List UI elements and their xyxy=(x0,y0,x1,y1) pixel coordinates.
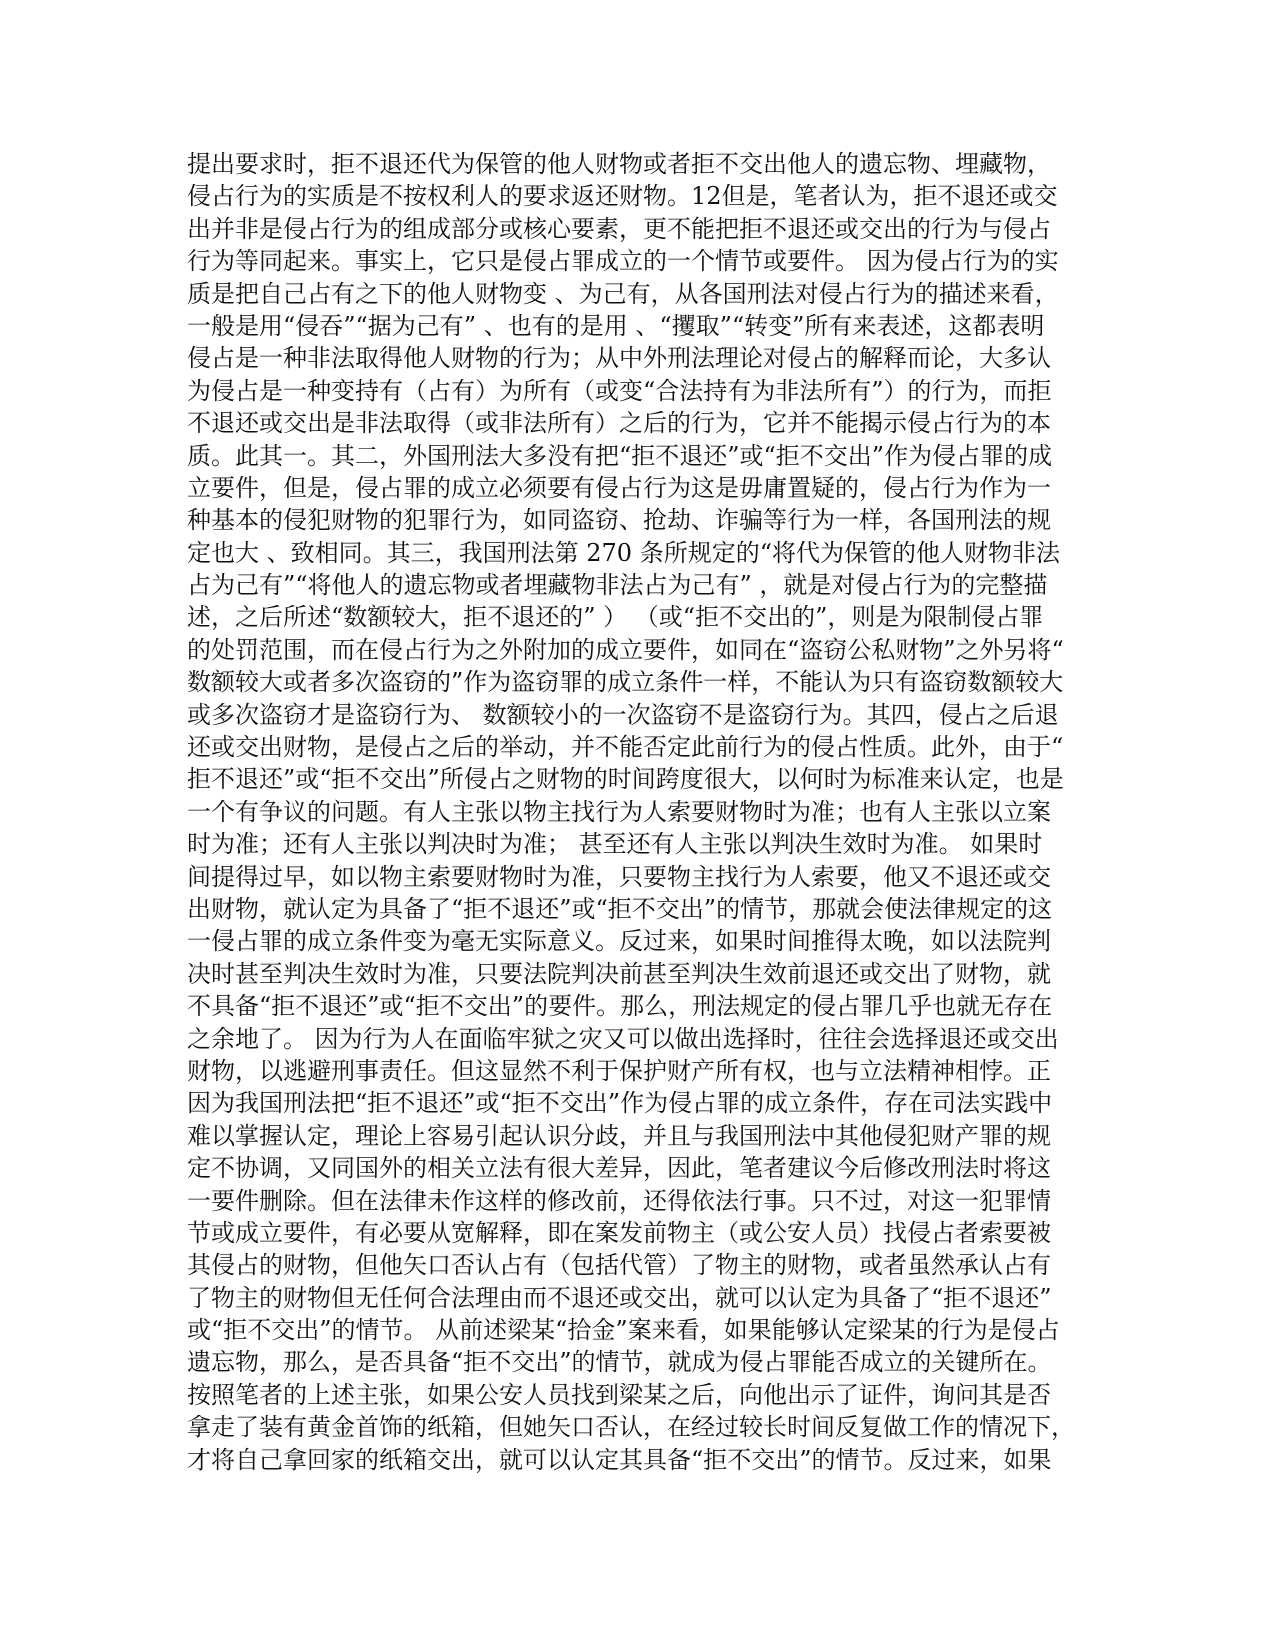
text-line: 间提得过早，如以物主索要财物时为准，只要物主找行为人索要，他又不退还或交 xyxy=(187,862,1051,891)
text-line: 才将自己拿回家的纸箱交出，就可以认定其具备“拒不交出”的情节。反过来，如果 xyxy=(187,1445,1052,1474)
text-line: 决时甚至判决生效时为准，只要法院判决前甚至判决生效前退还或交出了财物，就 xyxy=(187,959,1051,988)
text-line: 按照笔者的上述主张，如果公安人员找到梁某之后，向他出示了证件，询问其是否 xyxy=(187,1380,1051,1409)
text-line: 或“拒不交出”的情节。 从前述梁某“拾金”案来看，如果能够认定梁某的行为是侵占 xyxy=(187,1316,1060,1345)
text-line: 质是把自己占有之下的他人财物变 、为己有，从各国刑法对侵占行为的描述来看， xyxy=(187,279,1059,308)
text-line: 其侵占的财物，但他矢口否认占有（包括代管）了物主的财物，或者虽然承认占有 xyxy=(187,1251,1051,1280)
text-line: 出并非是侵占行为的组成部分或核心要素，更不能把拒不退还或交出的行为与侵占 xyxy=(187,214,1051,243)
text-line: 拿走了装有黄金首饰的纸箱，但她矢口否认，在经过较长时间反复做工作的情况下， xyxy=(187,1413,1075,1442)
text-line: 因为我国刑法把“拒不退还”或“拒不交出”作为侵占罪的成立条件，存在司法实践中 xyxy=(187,1089,1053,1118)
text-line: 侵占是一种非法取得他人财物的行为；从中外刑法理论对侵占的解释而论，大多认 xyxy=(187,344,1051,373)
text-line: 了物主的财物但无任何合法理由而不退还或交出，就可以认定为具备了“拒不退还” xyxy=(187,1283,1052,1312)
body-text xyxy=(187,148,1092,1476)
text-line: 难以掌握认定，理论上容易引起认识分歧，并且与我国刑法中其他侵犯财产罪的规 xyxy=(187,1121,1051,1150)
text-line: 节或成立要件，有必要从宽解释，即在案发前物主（或公安人员）找侵占者索要被 xyxy=(187,1218,1051,1247)
text-line: 还或交出财物，是侵占之后的举动，并不能否定此前行为的侵占性质。此外，由于“ xyxy=(187,733,1064,762)
text-line: 数额较大或者多次盗窃的”作为盗窃罪的成立条件一样，不能认为只有盗窃数额较大 xyxy=(187,668,1064,697)
text-line: 占为己有”“将他人的遗忘物或者埋藏物非法占为己有” ，就是对侵占行为的完整描 xyxy=(187,571,1048,600)
text-line: 之余地了。 因为行为人在面临牢狱之灾又可以做出选择时，往往会选择退还或交出 xyxy=(187,1024,1059,1053)
text-line: 的处罚范围，而在侵占行为之外附加的成立要件，如同在“盗窃公私财物”之外另将“ xyxy=(187,635,1064,664)
text-line: 遗忘物，那么，是否具备“拒不交出”的情节，就成为侵占罪能否成立的关键所在。 xyxy=(187,1348,1052,1377)
text-line: 种基本的侵犯财物的犯罪行为，如同盗窃、抢劫、诈骗等行为一样，各国刑法的规 xyxy=(187,506,1051,535)
text-line: 一要件删除。但在法律未作这样的修改前，还得依法行事。只不过，对这一犯罪情 xyxy=(187,1186,1051,1215)
text-line: 质。此其一。其二，外国刑法大多没有把“拒不退还”或“拒不交出”作为侵占罪的成 xyxy=(187,441,1053,470)
text-line: 提出要求时，拒不退还代为保管的他人财物或者拒不交出他人的遗忘物、埋藏物， xyxy=(187,150,1051,178)
text-line: 出财物，就认定为具备了“拒不退还”或“拒不交出”的情节，那就会使法律规定的这 xyxy=(187,894,1053,923)
text-line: 不退还或交出是非法取得（或非法所有）之后的行为，它并不能揭示侵占行为的本 xyxy=(187,409,1051,438)
text-line: 拒不退还”或“拒不交出”所侵占之财物的时间跨度很大，以何时为标准来认定，也是 xyxy=(187,765,1064,794)
text-line: 财物，以逃避刑事责任。但这显然不利于保护财产所有权，也与立法精神相悖。正 xyxy=(187,1056,1051,1085)
text-line: 为侵占是一种变持有（占有）为所有（或变“合法持有为非法所有”）的行为，而拒 xyxy=(187,376,1052,405)
text-line: 定不协调，又同国外的相关立法有很大差异，因此，笔者建议今后修改刑法时将这 xyxy=(187,1154,1051,1183)
text-line: 侵占行为的实质是不按权利人的要求返还财物。12但是，笔者认为，拒不退还或交 xyxy=(187,182,1058,211)
text-line: 一般是用“侵吞”“据为己有” 、也有的是用 、“攫取”“转变”所有来表述，这都表明 xyxy=(187,311,1045,340)
text-line: 时为准；还有人主张以判决时为准； 甚至还有人主张以判决生效时为准。 如果时 xyxy=(187,830,1043,859)
text-line: 不具备“拒不退还”或“拒不交出”的要件。那么，刑法规定的侵占罪几乎也就无存在 xyxy=(187,992,1053,1021)
text-line: 一个有争议的问题。有人主张以物主找行为人索要财物时为准；也有人主张以立案 xyxy=(187,797,1051,826)
text-line: 一侵占罪的成立条件变为毫无实际意义。反过来，如果时间推得太晚，如以法院判 xyxy=(187,927,1051,956)
text-line: 述，之后所述“数额较大，拒不退还的” ） （或“拒不交出的”，则是为限制侵占罪 xyxy=(187,603,1044,632)
text-line: 立要件，但是，侵占罪的成立必须要有侵占行为这是毋庸置疑的，侵占行为作为一 xyxy=(187,473,1051,502)
text-line: 或多次盗窃才是盗窃行为、 数额较小的一次盗窃不是盗窃行为。其四，侵占之后退 xyxy=(187,700,1059,729)
text-line: 行为等同起来。事实上，它只是侵占罪成立的一个情节或要件。 因为侵占行为的实 xyxy=(187,247,1059,276)
text-line: 定也大 、致相同。其三，我国刑法第 270 条所规定的“将代为保管的他人财物非法 xyxy=(187,538,1060,567)
